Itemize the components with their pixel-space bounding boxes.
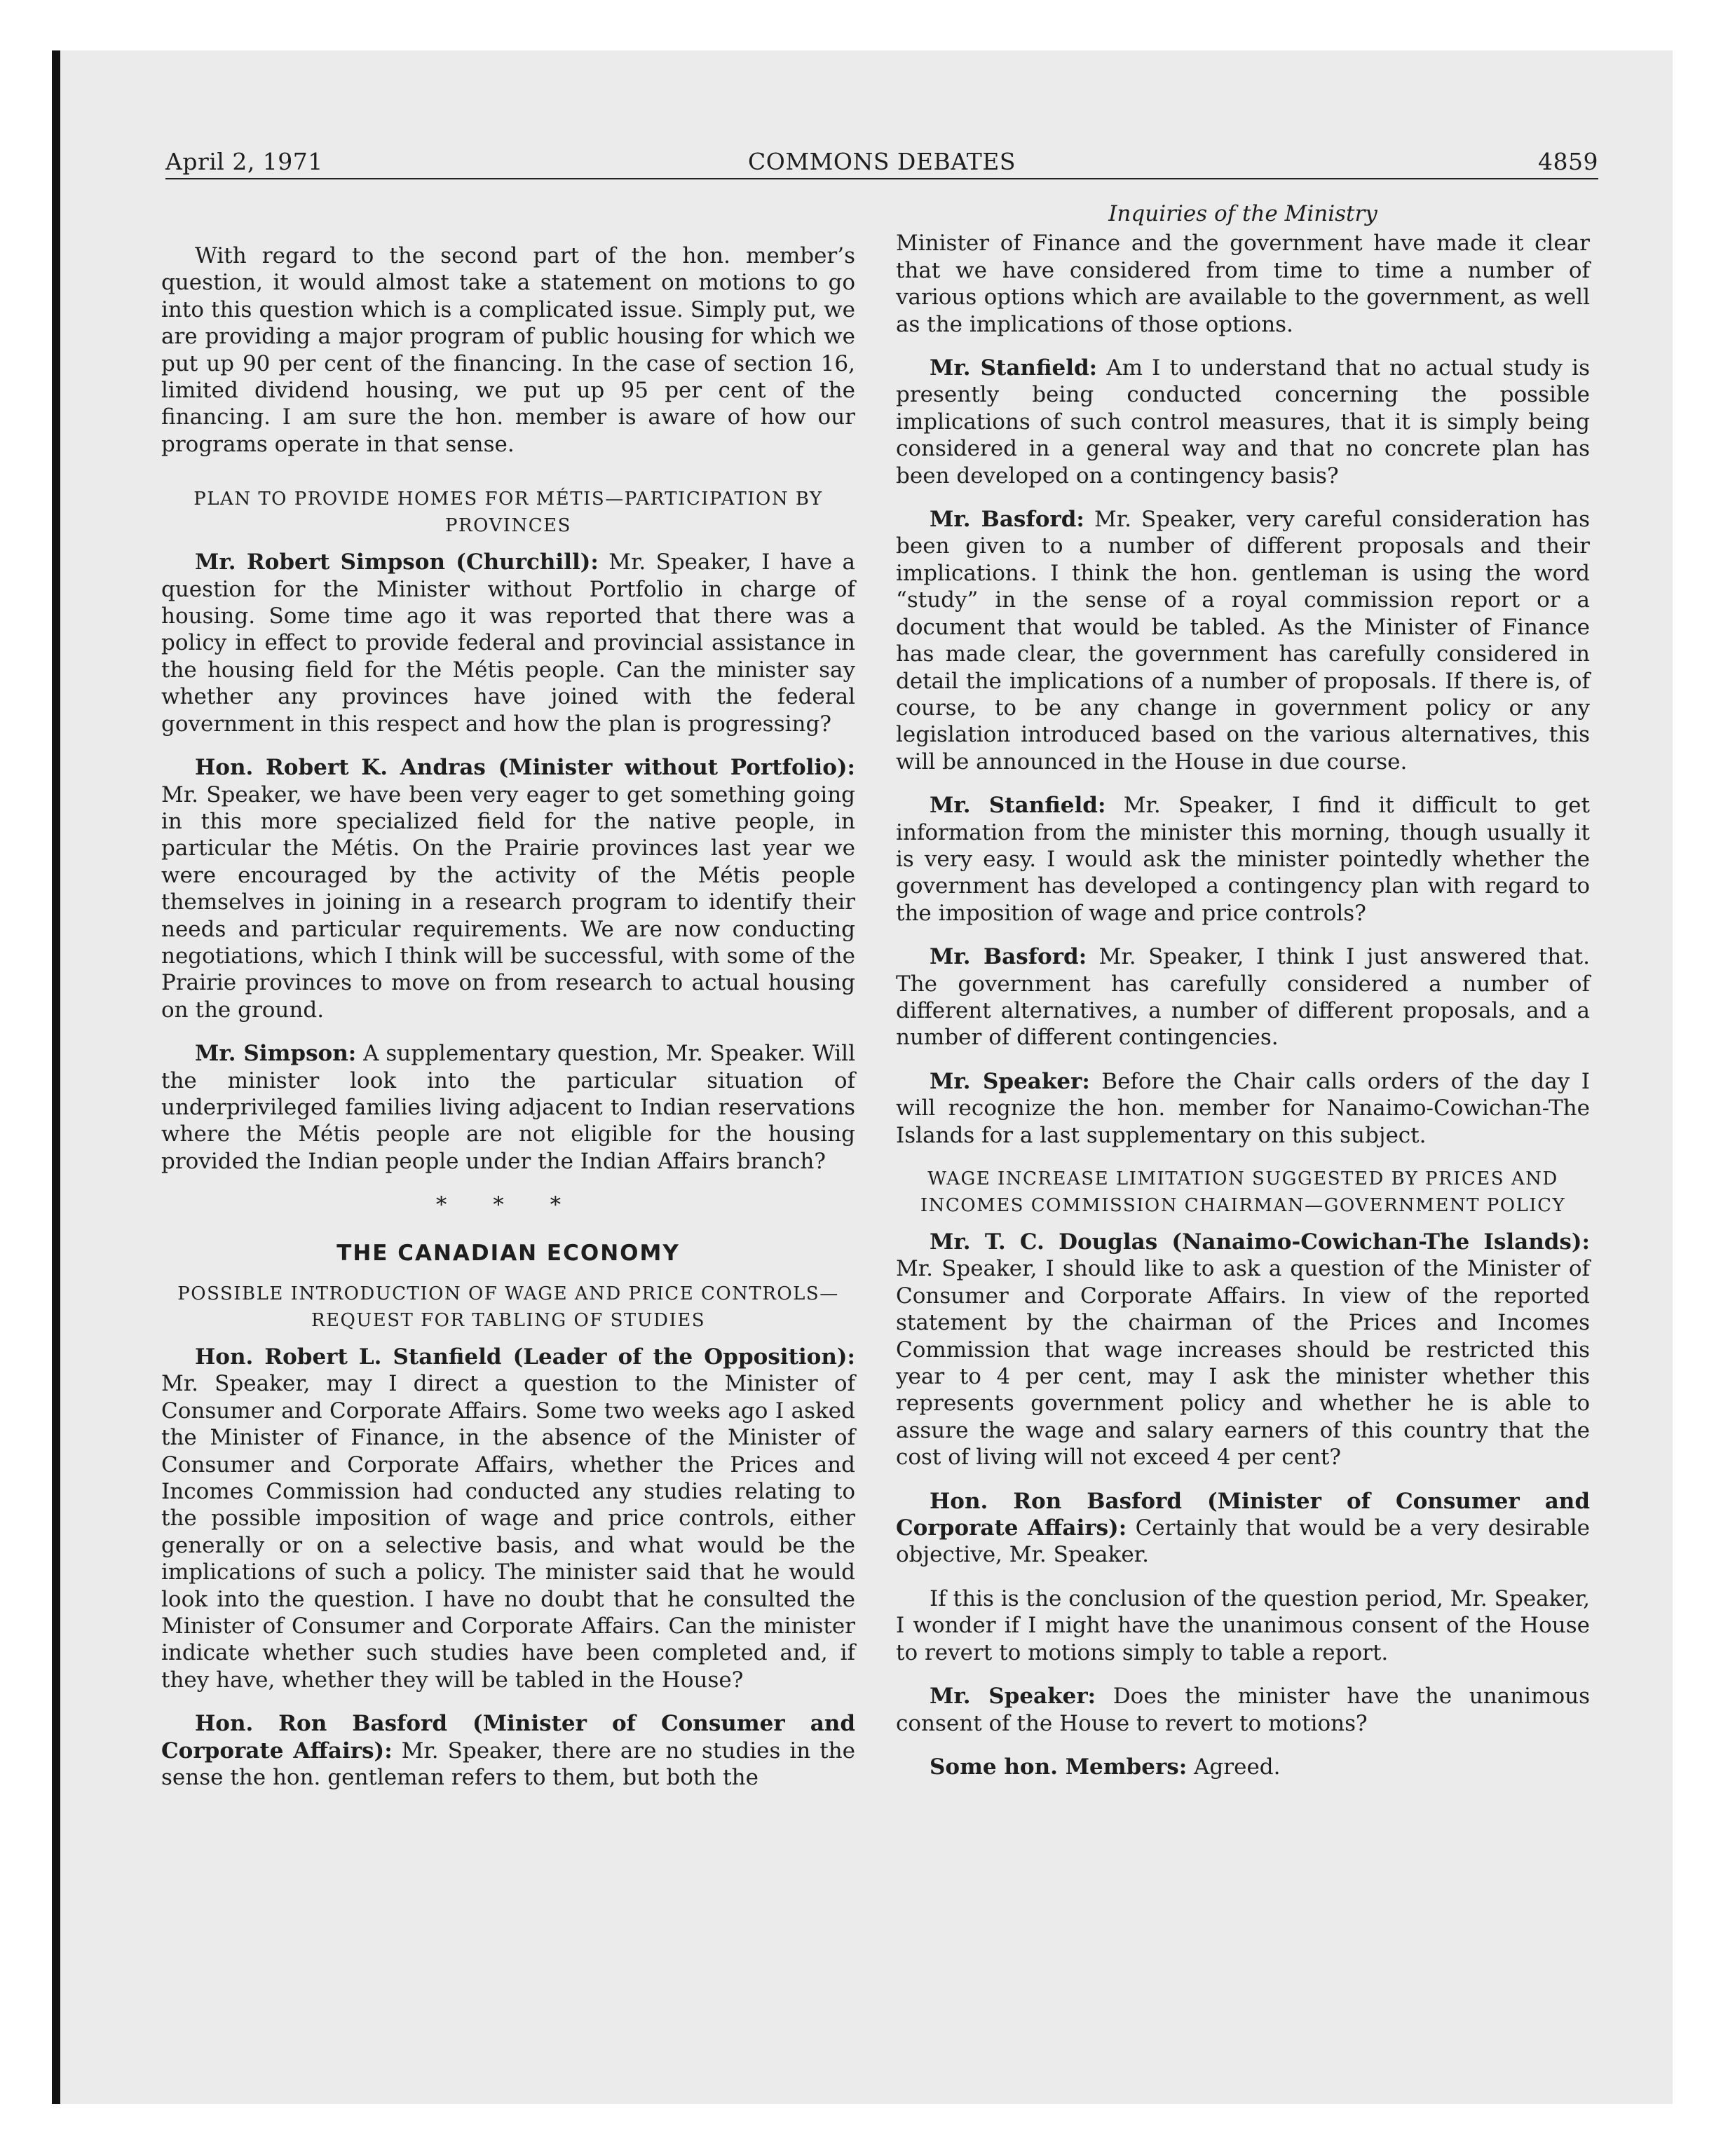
speaker-name: Mr. Speaker:	[930, 1684, 1096, 1710]
right-column	[896, 200, 1590, 1797]
paragraph	[896, 1229, 1590, 1471]
speaker-name: Mr. Simpson:	[195, 1041, 357, 1067]
speech-text: Does the minister have the unanimous consent of the House to revert to motions?	[896, 1684, 1590, 1736]
speaker-name: Mr. Stanfield:	[930, 793, 1106, 819]
section-title: THE CANADIAN ECONOMY	[336, 1240, 680, 1266]
speech-text: Mr. Speaker, very careful consideration has been given to a number of different proposals and their implications. I think the hon. gentleman is using the word “study” in the sense of a royal commission report or a document that would be tabled. As the Minister of Finance has made clear, the government has carefully considered in detail the implications of a number of proposals. If there is, of course, to be any change in government policy or any legislation introduced based on the various alternatives, this will be announced in the House in due course.	[896, 507, 1590, 775]
speech-text: Mr. Speaker, there are no studies in the sense the hon. gentleman refers to them, but both the	[161, 1738, 855, 1791]
subheading: PLAN TO PROVIDE HOMES FOR MÉTIS—PARTICIPATION BY PROVINCES	[193, 489, 823, 537]
paragraph	[896, 792, 1590, 927]
speech-text: Mr. Speaker, I find it difficult to get information from the minister this morning, though usually it is very easy. I would ask the minister pointedly whether the government has developed a contingency plan with regard to the imposition of wage and price controls?	[896, 793, 1590, 926]
speaker-name: Mr. Speaker:	[930, 1068, 1090, 1094]
paragraph: If this is the conclusion of the question period, Mr. Speaker, I wonder if I might have the unanimous consent of the House to revert to motions simply to table a report.	[896, 1585, 1590, 1665]
speaker-name: Hon. Robert L. Stanfield (Leader of the Opposition):	[195, 1344, 855, 1370]
paragraph	[161, 754, 855, 1023]
paragraph: Minister of Finance and the government have made it clear that we have considered from time to time a number of various options which are available to the government, as well as the implications of those options.	[896, 231, 1590, 337]
left-column	[161, 243, 855, 1808]
speech-text: A supplementary question, Mr. Speaker. Will the minister look into the particular situation of underprivileged families living adjacent to Indian reservations where the Métis people are not eligible for the housing provided the Indian people under the Indian Affairs branch?	[161, 1041, 856, 1174]
speaker-name: Mr. T. C. Douglas (Nanaimo-Cowichan-The Islands):	[930, 1229, 1590, 1255]
speaker-name: Hon. Ron Basford (Minister of Consumer and Corporate Affairs):	[896, 1488, 1590, 1541]
paragraph	[161, 549, 855, 737]
paragraph	[161, 1040, 855, 1175]
speech-text: Agreed.	[1187, 1754, 1281, 1780]
speaker-name: Mr. Stanfield:	[930, 355, 1098, 381]
speech-text: Before the Chair calls orders of the day I will recognize the hon. member for Nanaimo-Cowichan-The Islands for a last supplementary on this subject.	[896, 1068, 1590, 1148]
subheading: WAGE INCREASE LIMITATION SUGGESTED BY PRICES AND INCOMES COMMISSION CHAIRMAN—GOVERNMENT POLICY	[920, 1168, 1566, 1216]
running-head: Inquiries of the Ministry	[1108, 201, 1377, 226]
header-page-number: 4859	[1538, 148, 1598, 175]
speech-text: Am I to understand that no actual study is presently being conducted concerning the possible implications of such control measures, that it is simply being considered in a general way and that no concrete plan has been developed on a contingency basis?	[896, 355, 1590, 489]
speaker-name: Mr. Robert Simpson (Churchill):	[195, 550, 599, 575]
speech-text: Mr. Speaker, I should like to ask a question of the Minister of Consumer and Corporate Affairs. In view of the reported statement by the chairman of the Prices and Incomes Commission that wage increases should be restricted this year to 4 per cent, may I ask the minister whether this represents government policy and whether he is able to assure the wage and salary earners of this country that the cost of living will not exceed 4 per cent?	[896, 1256, 1590, 1471]
speech-text: Mr. Speaker, I think I just answered that. The government has carefully considered a number of different alternatives, a number of different proposals, and a number of different contingencies.	[896, 944, 1590, 1051]
subheading: POSSIBLE INTRODUCTION OF WAGE AND PRICE CONTROLS—REQUEST FOR TABLING OF STUDIES	[177, 1283, 839, 1331]
section-separator: * * *	[435, 1192, 581, 1218]
speaker-name: Hon. Ron Basford (Minister of Consumer and Corporate Affairs):	[161, 1711, 855, 1763]
paragraph	[896, 943, 1590, 1051]
header-title: COMMONS DEBATES	[748, 148, 1016, 175]
speaker-name: Some hon. Members:	[930, 1754, 1188, 1780]
speaker-name: Hon. Robert K. Andras (Minister without Portfolio):	[195, 755, 855, 781]
speech-text: Mr. Speaker, we have been very eager to get something going in this more specialized field for the native people, in particular the Métis. On the Prairie provinces last year we were encouraged by the activity of the Métis people themselves in joining in a research program to identify their needs and particular requirements. We are now conducting negotiations, which I think will be successful, with some of the Prairie provinces to move on from research to actual housing on the ground.	[161, 782, 855, 1023]
paragraph	[896, 1754, 1590, 1780]
paragraph	[896, 1488, 1590, 1569]
speech-text: Certainly that would be a very desirable objective, Mr. Speaker.	[896, 1515, 1590, 1568]
paragraph	[896, 1068, 1590, 1149]
paragraph	[896, 506, 1590, 775]
paragraph	[161, 1344, 855, 1693]
header-date: April 2, 1971	[165, 148, 323, 175]
paragraph	[896, 1683, 1590, 1737]
speech-text: Mr. Speaker, may I direct a question to the Minister of Consumer and Corporate Affairs. Some two weeks ago I asked the Minister of Finance, in the absence of the Minister of Consumer and Corporate Affairs, whether the Prices and Incomes Commission had conducted any studies relating to the possible imposition of wage and price controls, either generally or on a selective basis, and what would be the implications of such a policy. The minister said that he would look into the question. I have no doubt that he consulted the Minister of Consumer and Corporate Affairs. Can the minister indicate whether such studies have been completed and, if they have, whether they will be tabled in the House?	[161, 1371, 855, 1693]
page-header	[165, 147, 1598, 179]
speech-text: Mr. Speaker, I have a question for the Minister without Portfolio in charge of housing. Some time ago it was reported that there was a policy in effect to provide federal and provincial assistance in the housing field for the Métis people. Can the minister say whether any provinces have joined with the federal government in this respect and how the plan is progressing?	[161, 550, 855, 737]
speaker-name: Mr. Basford:	[930, 944, 1087, 970]
paragraph: With regard to the second part of the hon. member’s question, it would almost take a statement on motions to go into this question which is a complicated issue. Simply put, we are providing a major program of public housing for which we put up 90 per cent of the financing. In the case of section 16, limited dividend housing, we put up 95 per cent of the financing. I am sure the hon. member is aware of how our programs operate in that sense.	[161, 243, 855, 457]
speaker-name: Mr. Basford:	[930, 507, 1084, 533]
paragraph	[896, 355, 1590, 489]
paragraph	[161, 1710, 855, 1791]
